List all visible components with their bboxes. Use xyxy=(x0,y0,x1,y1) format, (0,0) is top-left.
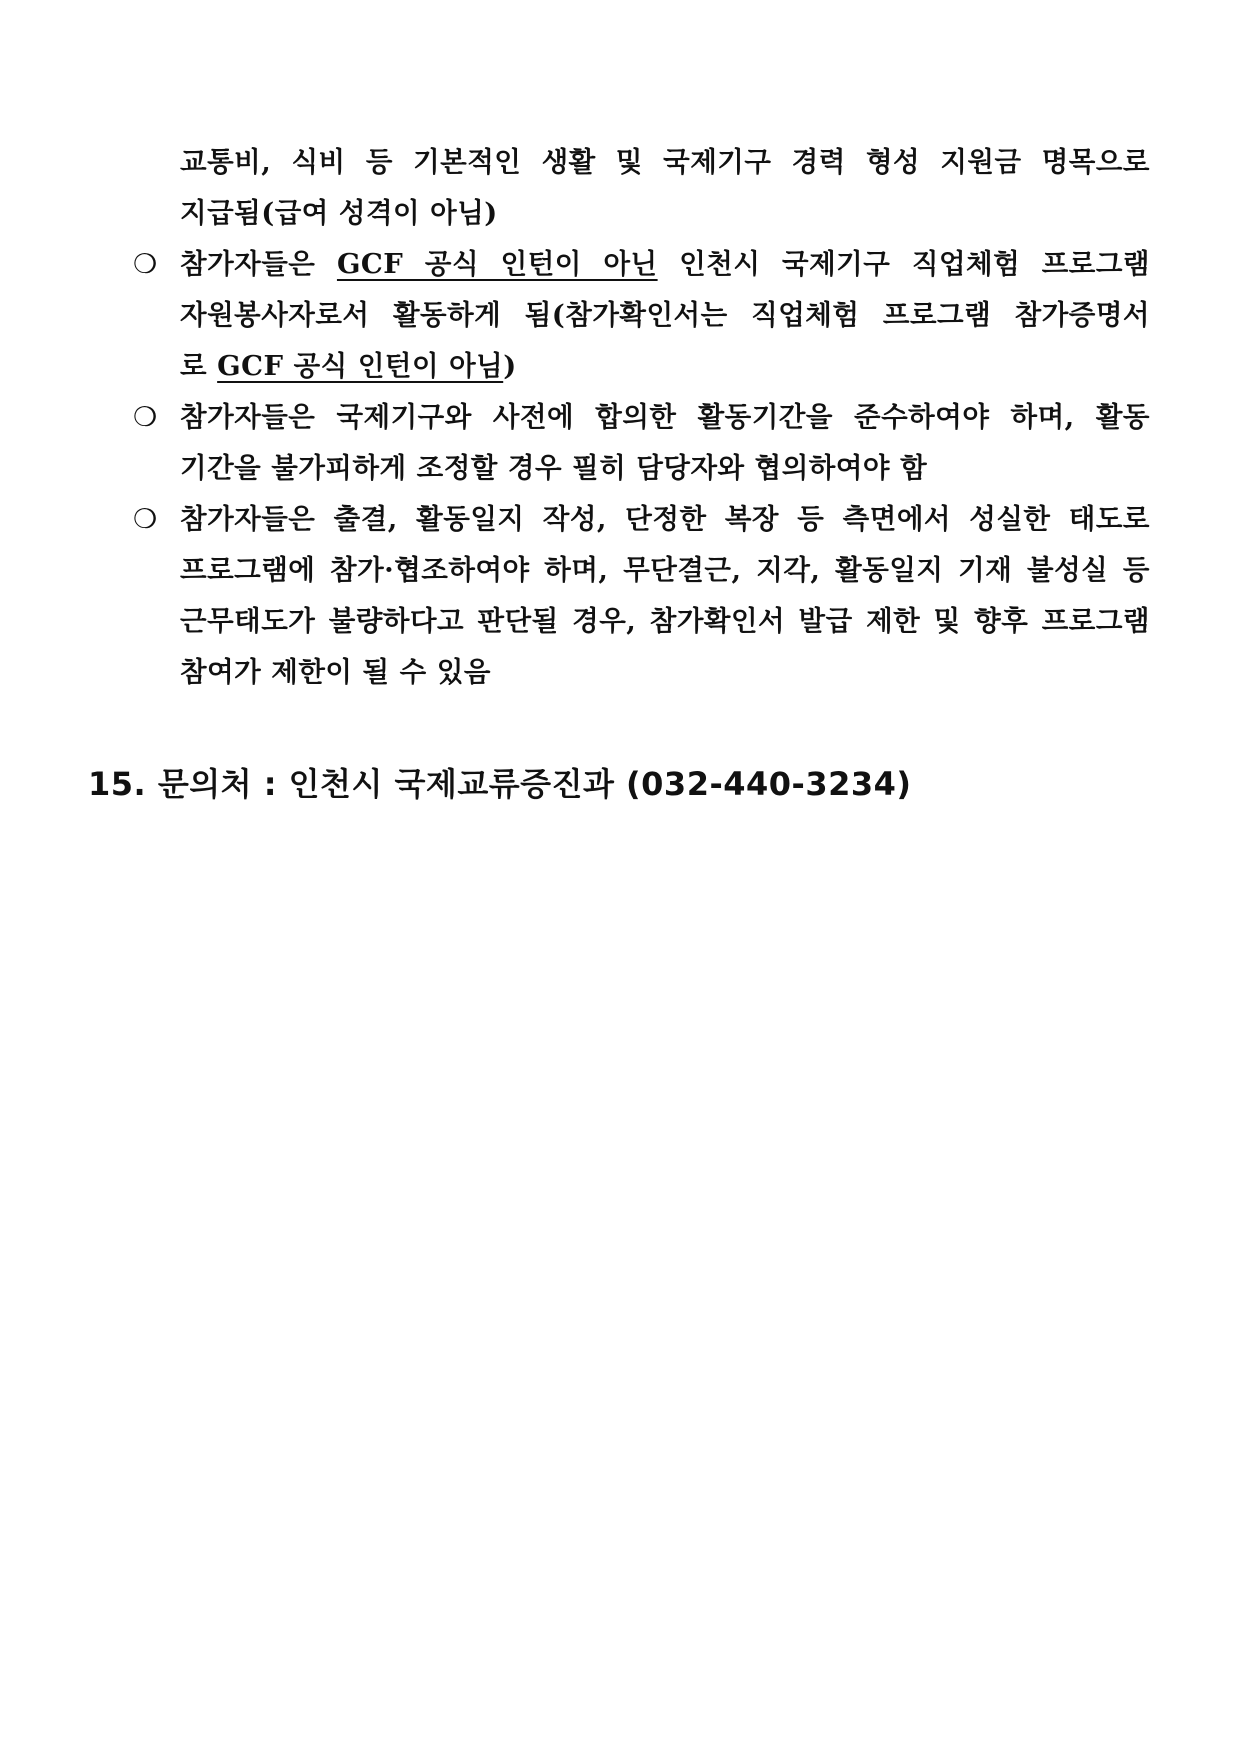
item-3-line-1: 참가자들은 출결, 활동일지 작성, 단정한 복장 등 측면에서 성실한 태도로 xyxy=(180,503,1150,535)
item-3-line-2: 프로그램에 참가·협조하여야 하며, 무단결근, 지각, 활동일지 기재 불성실 등 xyxy=(180,554,1150,586)
item-1-line-2: 자원봉사자로서 활동하게 됨(참가확인서는 직업체험 프로그램 참가증명서 xyxy=(180,299,1150,331)
item-2-line-1: 참가자들은 국제기구와 사전에 합의한 활동기간을 준수하여야 하며, 활동 xyxy=(180,401,1150,433)
item-1-line-3 xyxy=(180,341,1150,392)
item-3-line-4: 참여가 제한이 될 수 있음 xyxy=(180,656,491,688)
item-1-line-1-suffix: 인천시 국제기구 직업체험 프로그램 xyxy=(657,248,1150,280)
circle-bullet-icon: ❍ xyxy=(133,402,158,433)
item-3-line-3: 근무태도가 불량하다고 판단될 경우, 참가확인서 발급 제한 및 향후 프로그램 xyxy=(180,605,1150,637)
item-1-line-3-prefix: 로 xyxy=(180,350,218,382)
intro-line-2: 지급됨(급여 성격이 아님) xyxy=(180,197,498,229)
item-2-line-2: 기간을 불가피하게 조정할 경우 필히 담당자와 협의하여야 함 xyxy=(180,452,928,484)
item-1-underlined-text: GCF 공식 인턴이 아닌 xyxy=(336,248,658,280)
item-1-line-3-suffix: ) xyxy=(503,350,517,382)
item-1-line-1 xyxy=(180,239,1150,290)
list-item xyxy=(130,494,1150,698)
item-1-line-1-prefix: 참가자들은 xyxy=(180,248,337,280)
list-item xyxy=(130,392,1150,494)
intro-line-1: 교통비, 식비 등 기본적인 생활 및 국제기구 경력 형성 지원금 명목으로 xyxy=(180,146,1150,178)
circle-bullet-icon: ❍ xyxy=(133,249,158,280)
list-item xyxy=(130,239,1150,392)
contact-heading: 15. 문의처 : 인천시 국제교류증진과 (032-440-3234) xyxy=(88,765,912,803)
item-1-line-3-underlined-text: GCF 공식 인턴이 아님 xyxy=(217,350,504,382)
circle-bullet-icon: ❍ xyxy=(133,504,158,535)
notes-section xyxy=(130,137,1150,698)
